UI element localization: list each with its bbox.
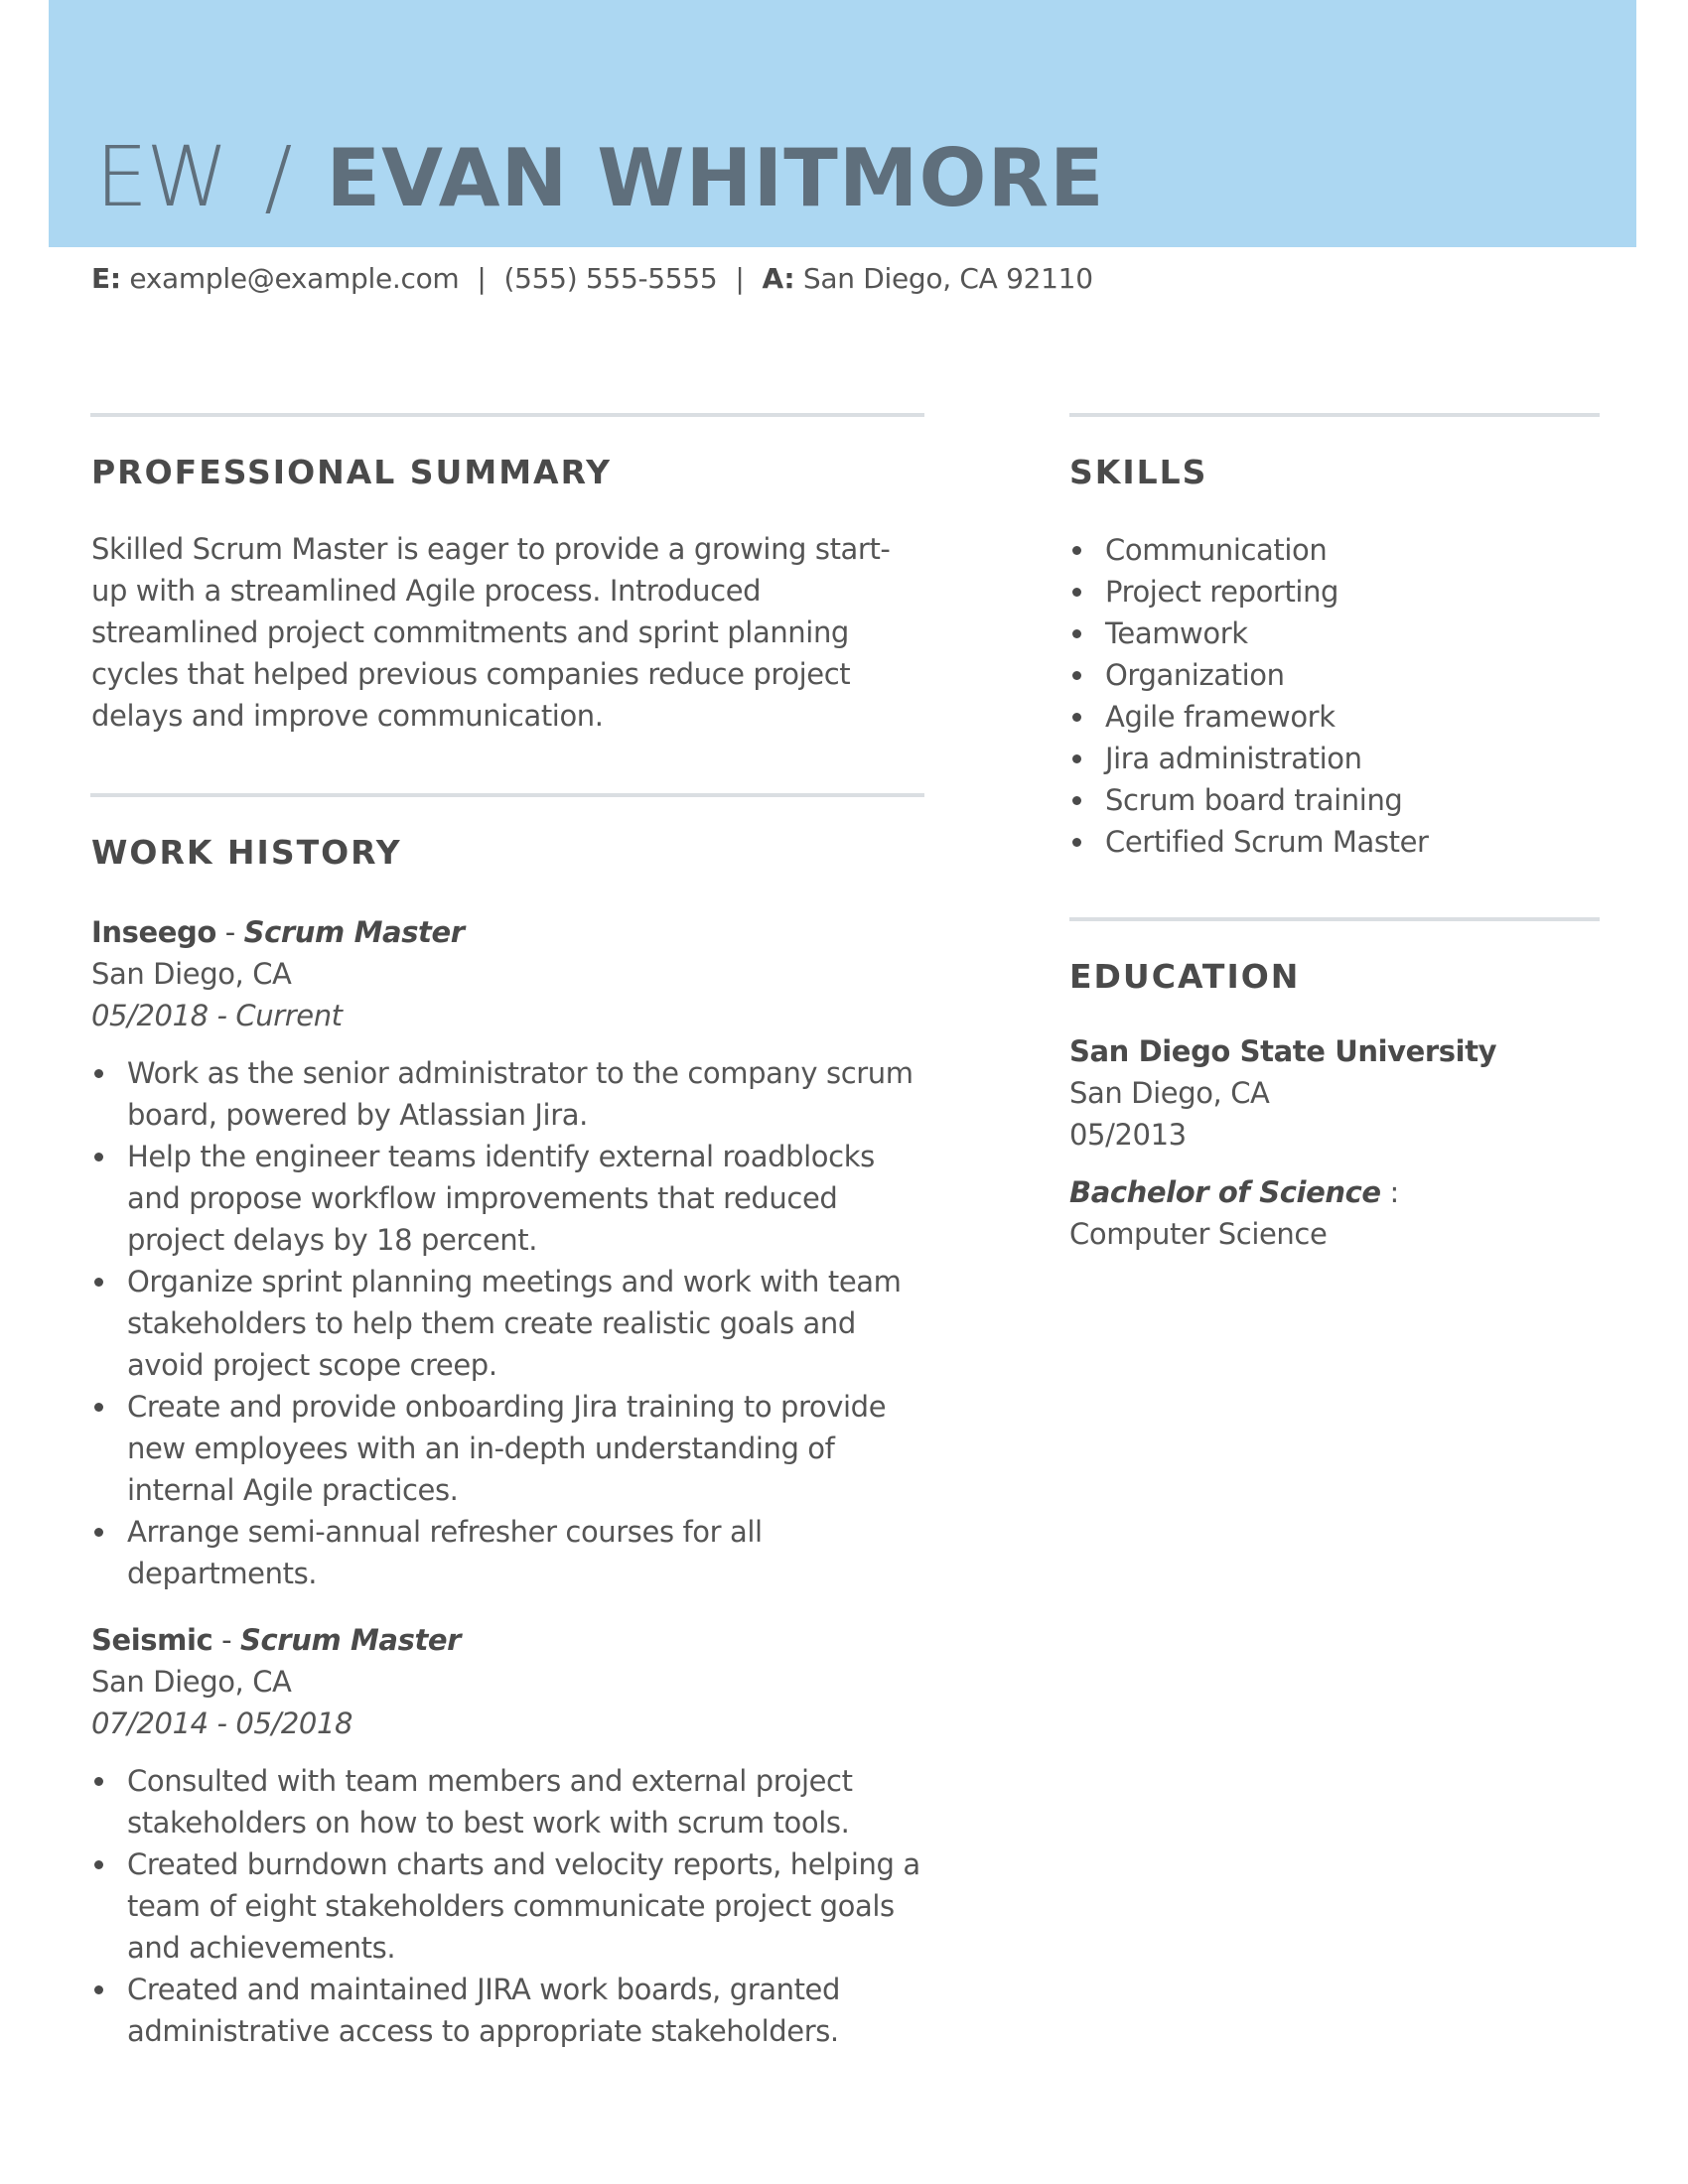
section-divider [1069,413,1600,417]
bullet-icon [1072,713,1081,722]
job-bullet [91,1843,925,1969]
education-entry [1069,1030,1606,1255]
skill-item [1069,779,1606,821]
bullet-icon [1072,796,1081,805]
company-name: Seismic [91,1623,213,1657]
bullet-icon [94,1403,103,1412]
skill-text: Project reporting [1105,575,1339,609]
contact-divider: | [735,262,745,295]
skill-text: Agile framework [1105,700,1336,734]
bullet-icon [1072,546,1081,555]
company-name: Inseego [91,915,216,949]
job-bullet [91,1052,925,1136]
job-role: Scrum Master [243,915,465,949]
skill-text: Teamwork [1105,616,1248,650]
bullet-icon [1072,629,1081,638]
bullet-icon [1072,588,1081,597]
job-role: Scrum Master [240,1623,462,1657]
skill-item [1069,654,1606,696]
school-location: San Diego, CA [1069,1076,1270,1110]
skill-item [1069,696,1606,738]
bullet-icon [1072,754,1081,763]
skills-list [1069,529,1606,863]
job-bullets [91,1760,925,2052]
bullet-text: Created and maintained JIRA work boards, granted administrative access to appropriate stakeholders. [127,1973,840,2048]
address: San Diego, CA 92110 [802,262,1093,295]
bullet-icon [94,1985,103,1994]
contact-line [91,263,1093,295]
degree-separator: : [1380,1175,1399,1209]
job-bullet [91,1261,925,1386]
bullet-icon [94,1860,103,1869]
phone-number[interactable]: (555) 555-5555 [503,262,718,295]
skill-text: Jira administration [1105,742,1362,775]
section-divider [90,793,924,797]
skill-text: Organization [1105,658,1285,692]
education-title: EDUCATION [1069,957,1301,996]
bullet-text: Help the engineer teams identify external roadblocks and propose workflow improvements that reduced project delays by 18 percent. [127,1140,875,1257]
bullet-icon [1072,671,1081,680]
skill-item [1069,738,1606,779]
job-bullets [91,1052,925,1594]
email-label: E: [91,262,121,295]
bullet-icon [94,1278,103,1287]
skill-item [1069,571,1606,613]
bullet-text: Create and provide onboarding Jira training to provide new employees with an in-depth understanding of internal Agile practices. [127,1390,887,1507]
bullet-text: Organize sprint planning meetings and work with team stakeholders to help them create realistic goals and avoid project scope creep. [127,1265,902,1382]
job-entry-seismic [91,1619,925,2052]
title-dash: - [212,1623,241,1657]
job-entry-inseego [91,911,925,1594]
skill-text: Certified Scrum Master [1105,825,1429,859]
bullet-text: Created burndown charts and velocity reports, helping a team of eight stakeholders communicate project goals and achievements. [127,1847,920,1965]
full-name: EVAN WHITMORE [326,132,1105,224]
graduation-date: 05/2013 [1069,1118,1187,1152]
bullet-text: Work as the senior administrator to the company scrum board, powered by Atlassian Jira. [127,1056,914,1132]
job-title-line [91,1619,925,1661]
degree-line [1069,1171,1606,1213]
bullet-icon [1072,838,1081,847]
job-bullet [91,1511,925,1594]
degree-name: Bachelor of Science [1069,1175,1381,1209]
skill-item [1069,821,1606,863]
skill-item [1069,529,1606,571]
bullet-text: Consulted with team members and external project stakeholders on how to best work with scrum tools. [127,1764,853,1840]
school-name: San Diego State University [1069,1034,1497,1068]
section-divider [1069,917,1600,921]
job-location: San Diego, CA [91,957,292,991]
initials: EW [95,128,227,225]
name-heading [95,128,1105,225]
job-bullet [91,1136,925,1261]
field-of-study: Computer Science [1069,1217,1328,1251]
skill-text: Communication [1105,533,1328,567]
job-location: San Diego, CA [91,1665,292,1699]
skill-item [1069,613,1606,654]
bullet-icon [94,1069,103,1078]
summary-text: Skilled Scrum Master is eager to provide a growing start-up with a streamlined Agile process. Introduced streamlined project commitments and sprint planning cycles that helped previous companies reduce project delays and improve communication. [91,532,891,733]
skills-title: SKILLS [1069,453,1208,491]
bullet-icon [94,1528,103,1537]
skill-text: Scrum board training [1105,783,1403,817]
bullet-icon [94,1777,103,1786]
work-history-title: WORK HISTORY [91,833,402,872]
bullet-icon [94,1153,103,1161]
skills-list-container [1069,529,1606,863]
address-label: A: [762,262,795,295]
summary-title: PROFESSIONAL SUMMARY [91,453,613,491]
section-divider [90,413,924,417]
email-link[interactable]: example@example.com [129,262,460,295]
job-bullet [91,1969,925,2052]
job-dates: 07/2014 - 05/2018 [91,1706,353,1740]
job-bullet [91,1760,925,1843]
job-title-line [91,911,925,953]
job-bullet [91,1386,925,1511]
title-dash: - [215,915,244,949]
contact-divider: | [477,262,487,295]
bullet-text: Arrange semi-annual refresher courses for all departments. [127,1515,763,1590]
job-dates: 05/2018 - Current [91,999,343,1032]
name-separator: / [264,128,293,225]
